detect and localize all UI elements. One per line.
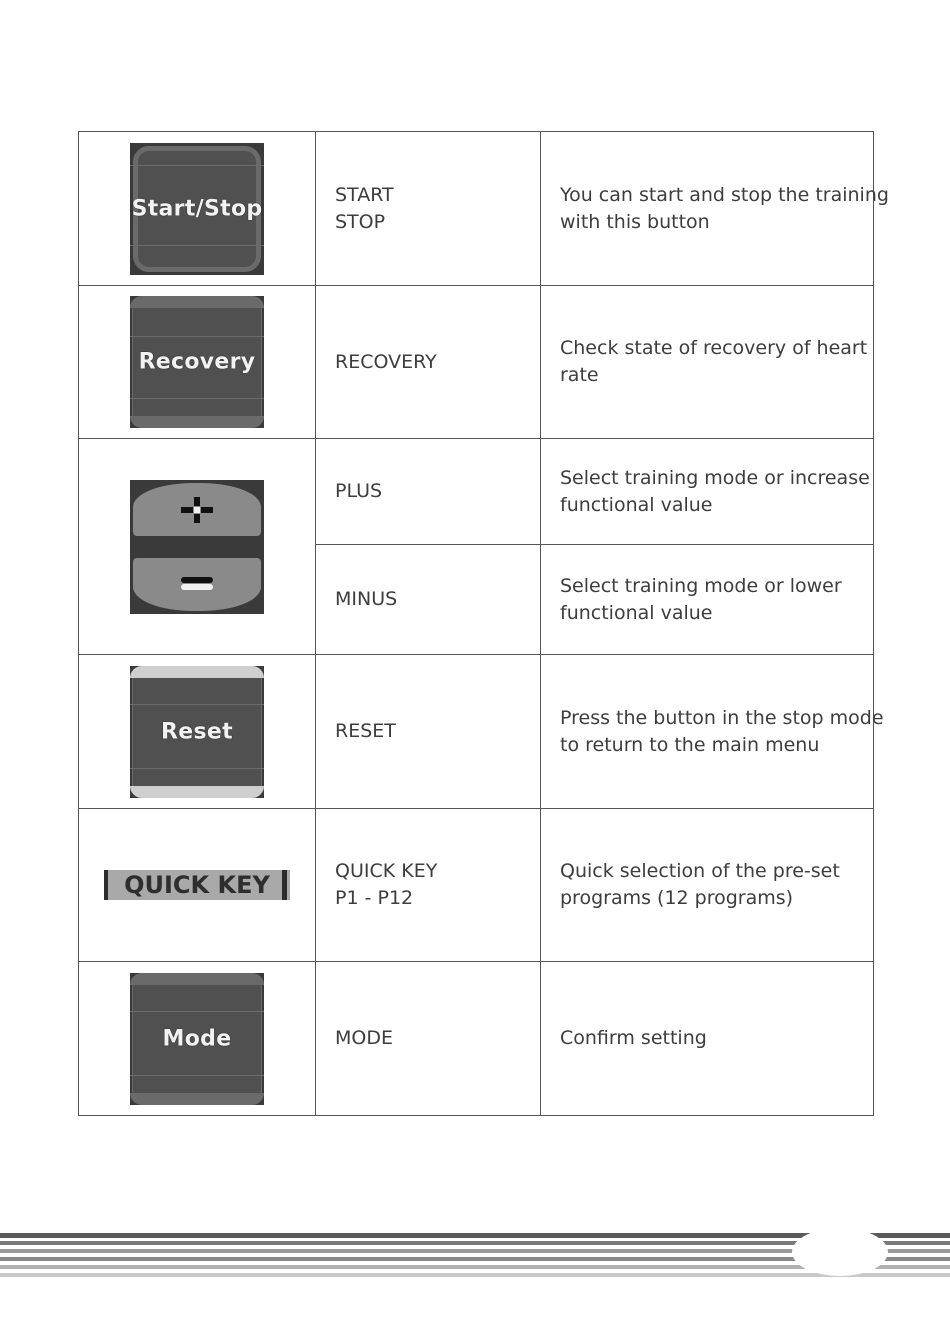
page-number-oval <box>792 1228 888 1276</box>
mode-icon-label: Mode <box>162 1026 232 1051</box>
function-description: Confirm setting <box>560 1027 707 1049</box>
icon-cell <box>79 655 316 809</box>
function-name: MINUS <box>335 588 398 610</box>
function-name-cell <box>316 132 541 286</box>
function-name: RESET <box>335 720 396 742</box>
function-name: PLUS <box>335 480 383 502</box>
icon-cell <box>79 809 316 962</box>
icon-cell <box>79 962 316 1116</box>
function-name: START <box>335 183 394 206</box>
function-description-cell <box>541 809 874 962</box>
function-name: QUICK KEY <box>335 860 438 882</box>
function-description: rate <box>560 364 599 386</box>
table-row <box>79 655 874 809</box>
function-description: You can start and stop the training <box>560 183 889 206</box>
function-name: STOP <box>335 210 386 233</box>
function-description-cell <box>541 132 889 286</box>
table-row <box>79 132 874 286</box>
function-description-cell <box>541 286 874 439</box>
function-description-cell <box>541 545 874 655</box>
plus-icon <box>177 497 217 523</box>
function-description: Press the button in the stop mode <box>560 706 884 729</box>
recovery-icon-label: Recovery <box>138 349 256 375</box>
function-description: Check state of recovery of heart <box>560 337 868 359</box>
table-row <box>79 962 874 1116</box>
function-description: functional value <box>560 493 713 516</box>
function-name-cell <box>316 545 541 655</box>
icon-cell <box>79 439 316 655</box>
start-stop-button-icon <box>130 143 264 275</box>
table-row <box>79 439 874 545</box>
minus-icon <box>179 577 215 591</box>
start-stop-icon-label: Start/Stop <box>131 196 263 221</box>
quick-key-icon-label: QUICK KEY <box>124 871 270 899</box>
plus-minus-button-icon <box>130 480 264 614</box>
table-row <box>79 286 874 439</box>
icon-cell <box>79 132 316 286</box>
function-description: Quick selection of the pre-set <box>560 860 840 882</box>
function-description: functional value <box>560 601 713 624</box>
reset-button-icon <box>130 666 264 798</box>
function-description: with this button <box>560 210 710 233</box>
function-name: RECOVERY <box>335 350 437 373</box>
function-description: programs (12 programs) <box>560 887 794 909</box>
function-name-cell <box>316 655 541 809</box>
function-description-cell <box>541 962 874 1116</box>
function-name-cell <box>316 962 541 1116</box>
function-description: Select training mode or lower <box>560 574 842 597</box>
table-row <box>79 809 874 962</box>
mode-button-icon <box>130 973 264 1105</box>
recovery-button-icon <box>130 296 264 428</box>
function-description-cell <box>541 439 874 545</box>
quick-key-label-icon <box>104 870 290 900</box>
function-name: P1 - P12 <box>335 887 414 909</box>
function-description: to return to the main menu <box>560 733 820 756</box>
reset-icon-label: Reset <box>161 719 233 744</box>
icon-cell <box>79 286 316 439</box>
function-description-cell <box>541 655 884 809</box>
button-function-table <box>78 131 889 1116</box>
function-name-cell <box>316 809 541 962</box>
function-name-cell <box>316 439 541 545</box>
function-description: Select training mode or increase <box>560 466 870 489</box>
function-name-cell <box>316 286 541 439</box>
function-name: MODE <box>335 1027 393 1049</box>
